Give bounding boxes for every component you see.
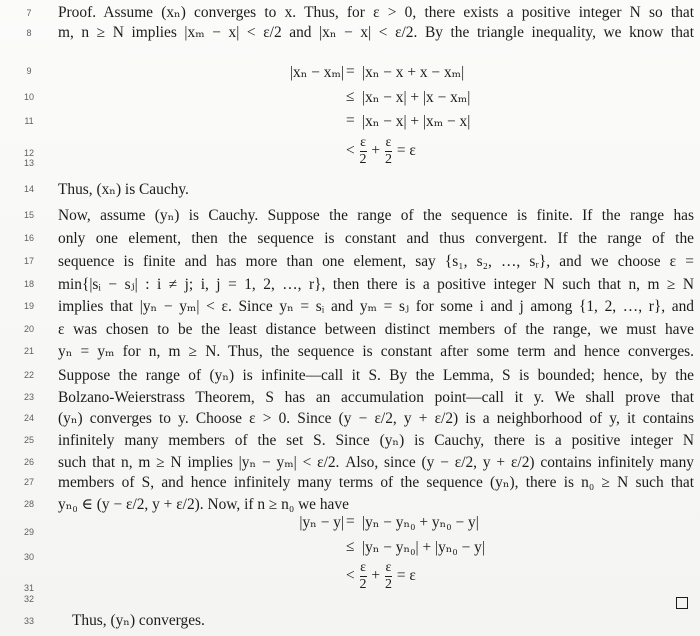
line-number: 15 xyxy=(23,210,34,220)
proof-line: Thus, (yₙ) converges. xyxy=(72,612,205,629)
line-number: 22 xyxy=(23,370,34,380)
line-number: 21 xyxy=(23,346,34,356)
display2-expr: |yₙ − yₙ₀| + |yₙ₀ − y| xyxy=(362,539,485,556)
line-number: 26 xyxy=(23,457,34,467)
epsilon-half-fraction: $\frac{\varepsilon}{2}$ xyxy=(359,135,367,167)
display1-rel: = xyxy=(346,112,355,129)
line-number: 8 xyxy=(26,28,32,38)
display1-rel: = xyxy=(346,63,355,80)
proof-line: sequence is finite and has more than one element, say {s₁, s₂, …, sᵣ}, and we choose ε = xyxy=(58,253,694,270)
plus-sign: + xyxy=(371,567,381,585)
line-number: 9 xyxy=(26,66,32,76)
display2-last-rel: < xyxy=(346,567,355,585)
proof-line: such that n, m ≥ N implies |yₙ − yₘ| < ε/2. Also, since (y − ε/2, y + ε/2) contains infinitely many xyxy=(58,454,694,471)
display1-rel: ≤ xyxy=(346,88,355,105)
proof-line: yₙ₀ ∈ (y − ε/2, y + ε/2). Now, if n ≥ n₀ we have xyxy=(58,496,349,513)
line-number: 17 xyxy=(23,256,34,266)
line-number: 20 xyxy=(23,324,34,334)
display2-lhs: |yₙ − y| xyxy=(299,514,344,531)
epsilon-half-fraction: $\frac{\varepsilon}{2}$ xyxy=(359,560,367,592)
proof-line: (yₙ) converges to y. Choose ε > 0. Since (y − ε/2, y + ε/2) is a neighborhood of y, it contains xyxy=(58,410,694,427)
proof-line: members of S, and hence infinitely many terms of the sequence (yₙ), there is n₀ ≥ N such that xyxy=(58,474,694,491)
proof-line: yₙ = yₘ for n, m ≥ N. Thus, the sequence is constant after some term and hence converges. xyxy=(58,343,694,360)
display1-last-rel: < xyxy=(346,142,355,160)
line-number: 10 xyxy=(23,92,34,102)
plus-sign: + xyxy=(371,142,381,160)
line-number: 18 xyxy=(23,279,34,289)
line-number: 29 xyxy=(23,527,34,537)
line-number: 33 xyxy=(23,616,34,626)
epsilon-half-fraction: $\frac{\varepsilon}{2}$ xyxy=(384,560,392,592)
line-number: 16 xyxy=(23,233,34,243)
line-number: 24 xyxy=(23,413,34,423)
line-number: 13 xyxy=(23,158,34,168)
display1-expr: |xₙ − x + x − xₘ| xyxy=(362,64,465,81)
line-number: 30 xyxy=(23,552,34,562)
proof-line: infinitely many members of the set S. Since (yₙ) is Cauchy, there is a positive integer N xyxy=(58,432,694,449)
line-number: 31 xyxy=(23,583,34,593)
display1-expr: |xₙ − x| + |x − xₘ| xyxy=(362,89,471,106)
proof-line: ε was chosen to be the least distance between distinct members of the range, we must have xyxy=(58,321,694,338)
line-number: 12 xyxy=(23,148,34,158)
display1-last-row xyxy=(346,136,416,167)
display1-result: = ε xyxy=(396,142,416,160)
line-number: 11 xyxy=(24,116,34,126)
proof-line: min{|sᵢ − sⱼ| : i ≠ j; i, j = 1, 2, …, r}, then there is a positive integer N such that n, m ≥ N xyxy=(58,276,694,293)
proof-line: m, n ≥ N implies |xₘ − x| < ε/2 and |xₙ − x| < ε/2. By the triangle inequality, we know that xyxy=(58,24,694,41)
line-number: 19 xyxy=(23,301,34,311)
line-number: 7 xyxy=(26,8,32,18)
display1-expr: |xₙ − x| + |xₘ − x| xyxy=(362,113,471,130)
line-number: 23 xyxy=(23,392,34,402)
epsilon-half-fraction: $\frac{\varepsilon}{2}$ xyxy=(384,135,392,167)
proof-line: Suppose the range of (yₙ) is infinite—call it S. By the Lemma, S is bounded; hence, by the xyxy=(58,367,694,384)
display2-rel: = xyxy=(346,513,355,530)
display2-expr: |yₙ − yₙ₀ + yₙ₀ − y| xyxy=(362,514,479,531)
display1-lhs: |xₙ − xₘ| xyxy=(289,64,344,81)
proof-line: only one element, then the sequence is constant and thus convergent. If the range of the xyxy=(58,230,694,247)
line-number: 27 xyxy=(23,477,34,487)
display2-rel: ≤ xyxy=(346,538,355,555)
line-number: 25 xyxy=(23,435,34,445)
proof-line: Bolzano-Weierstrass Theorem, S has an accumulation point—call it y. We shall prove that xyxy=(58,389,694,406)
proof-line: Proof. Assume (xₙ) converges to x. Thus, for ε > 0, there exists a positive integer N so that xyxy=(58,4,694,21)
display2-result: = ε xyxy=(396,567,416,585)
line-number: 28 xyxy=(23,499,34,509)
line-number: 32 xyxy=(23,594,34,604)
proof-line: Thus, (xₙ) is Cauchy. xyxy=(58,181,189,198)
display2-last-row xyxy=(346,561,416,592)
proof-line: implies that |yₙ − yₘ| < ε. Since yₙ = sᵢ and yₘ = sⱼ for some i and j among {1, 2, …, r}, and xyxy=(58,298,694,315)
proof-line: Now, assume (yₙ) is Cauchy. Suppose the range of the sequence is finite. If the range has xyxy=(58,207,694,224)
line-number: 14 xyxy=(23,184,34,194)
qed-square-icon xyxy=(676,597,688,609)
